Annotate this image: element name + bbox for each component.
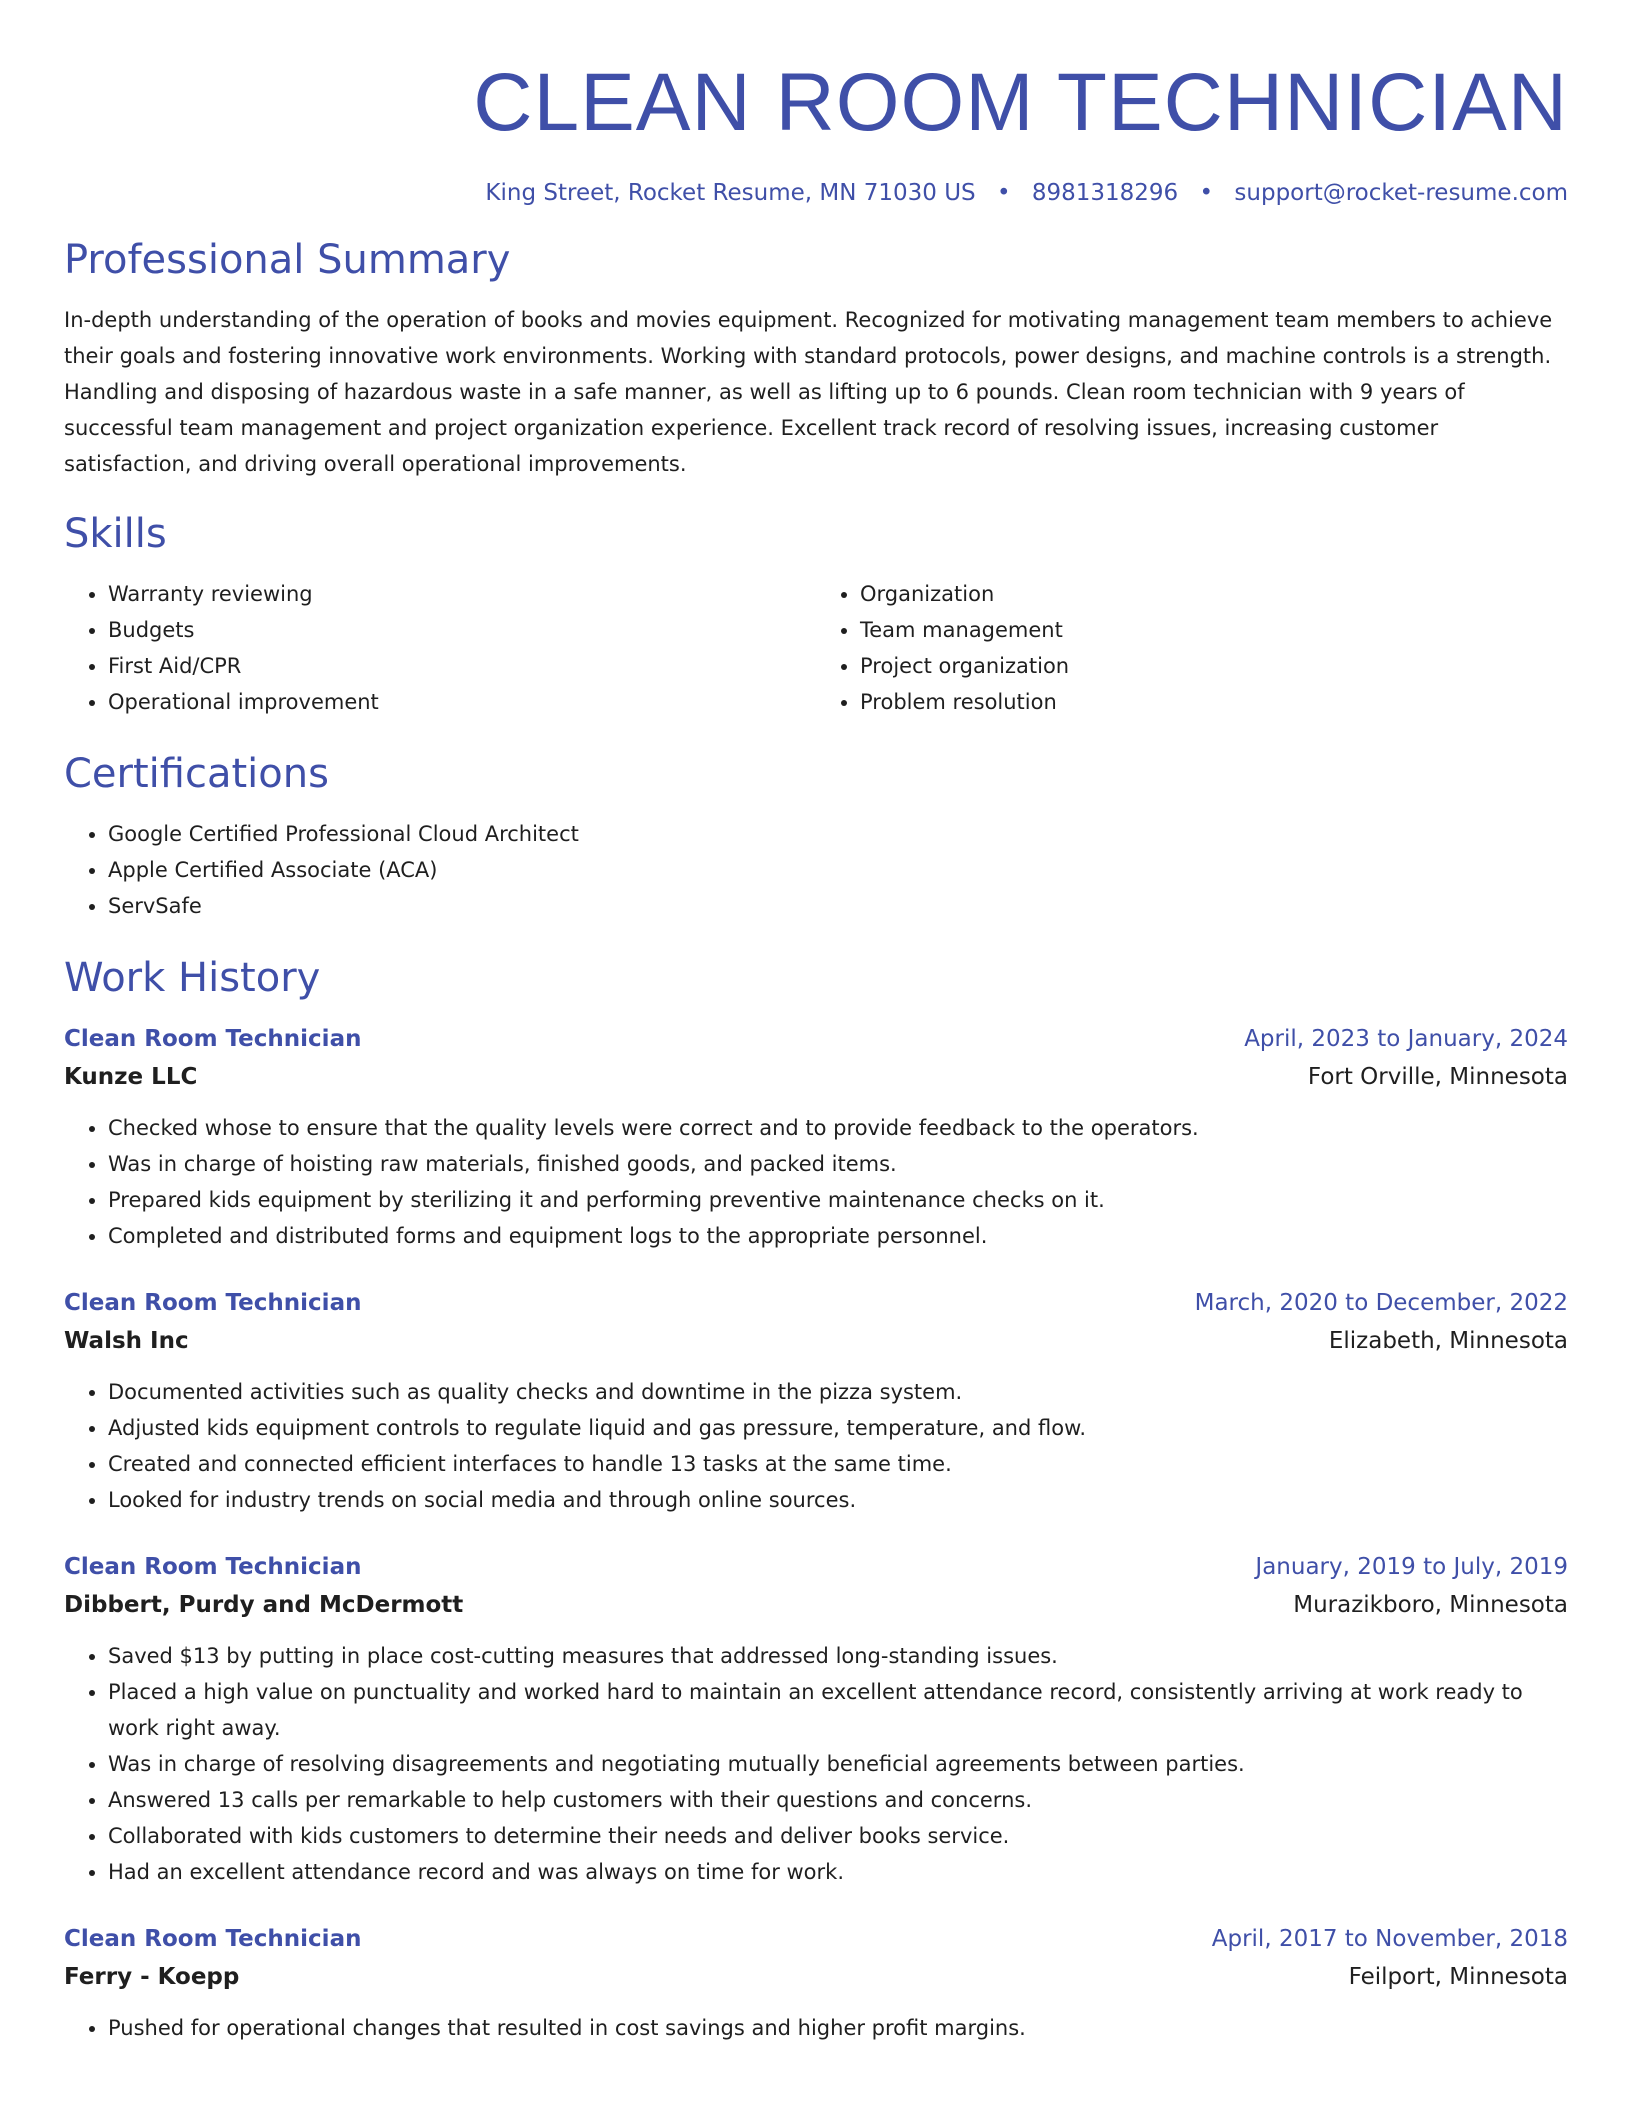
job-company-row (64, 1586, 1568, 1624)
company-name: Ferry - Koepp (64, 1964, 240, 1990)
certifications-list (64, 816, 1568, 924)
job-bullet: • Was in charge of resolving disagreements and negotiating mutually beneficial agreements between parties. (108, 1746, 1568, 1782)
job-company-row (64, 1058, 1568, 1096)
job-bullet: • Documented activities such as quality checks and downtime in the pizza system. (108, 1374, 1568, 1410)
job-company-row (64, 1322, 1568, 1360)
certification-item: • ServSafe (108, 888, 1568, 924)
job-entry (64, 1920, 1568, 2046)
skill-item: • Budgets (108, 612, 816, 648)
email-link[interactable]: support@rocket-resume.com (1234, 180, 1568, 206)
skill-item: • First Aid/CPR (108, 648, 816, 684)
job-bullet: • Answered 13 calls per remarkable to help customers with their questions and concerns. (108, 1782, 1568, 1818)
job-bullets (64, 2010, 1568, 2046)
skill-item: • Project organization (860, 648, 1568, 684)
skill-item: • Organization (860, 576, 1568, 612)
summary-text: In-depth understanding of the operation of books and movies equipment. Recognized for motivating management team members to achieve their goals and fostering innovative work environments. Working with standard protocols, power designs, and machine controls is a strength. Handling and disposing of hazardous waste in a safe manner, as well as lifting up to 6 pounds. Clean room technician with 9 years of successful team management and project organization experience. Excellent track record of resolving issues, increasing customer satisfaction, and driving overall operational improvements. (64, 308, 1553, 476)
certification-item: • Google Certified Professional Cloud Architect (108, 816, 1568, 852)
job-bullet: • Adjusted kids equipment controls to regulate liquid and gas pressure, temperature, and flow. (108, 1410, 1568, 1446)
summary-heading: Professional Summary (64, 237, 511, 283)
job-title-row (64, 1020, 1568, 1058)
job-dates: April, 2017 to November, 2018 (1211, 1926, 1568, 1952)
work-history-section (64, 954, 1568, 2046)
company-name: Kunze LLC (64, 1064, 198, 1090)
job-bullet: • Completed and distributed forms and equipment logs to the appropriate personnel. (108, 1218, 1568, 1254)
skills-columns (64, 576, 1568, 720)
summary-section (64, 236, 1568, 482)
certification-item: • Apple Certified Associate (ACA) (108, 852, 1568, 888)
job-dates: March, 2020 to December, 2022 (1194, 1290, 1568, 1316)
job-company-row (64, 1958, 1568, 1996)
job-entry (64, 1284, 1568, 1518)
job-bullet: • Looked for industry trends on social media and through online sources. (108, 1482, 1568, 1518)
skills-heading: Skills (64, 511, 167, 557)
company-name: Dibbert, Purdy and McDermott (64, 1592, 464, 1618)
job-location: Feilport, Minnesota (1348, 1964, 1568, 1990)
separator-dot: • (996, 180, 1011, 206)
job-title-row (64, 1920, 1568, 1958)
certifications-section (64, 750, 1568, 924)
job-bullets (64, 1110, 1568, 1254)
job-title: Clean Room Technician (64, 1926, 362, 1952)
job-dates: April, 2023 to January, 2024 (1244, 1026, 1568, 1052)
skill-item: • Operational improvement (108, 684, 816, 720)
job-dates: January, 2019 to July, 2019 (1255, 1554, 1568, 1580)
job-title-row (64, 1284, 1568, 1322)
job-bullet: • Collaborated with kids customers to determine their needs and deliver books service. (108, 1818, 1568, 1854)
job-title-row (64, 1548, 1568, 1586)
work-history-heading: Work History (64, 955, 321, 1001)
job-bullet: • Placed a high value on punctuality and worked hard to maintain an excellent attendance record, consistently arriving at work ready to work right away. (108, 1674, 1568, 1746)
resume-header (64, 57, 1568, 206)
phone-text: 8981318296 (1031, 180, 1179, 206)
job-entry (64, 1548, 1568, 1890)
job-bullet: • Was in charge of hoisting raw materials, finished goods, and packed items. (108, 1146, 1568, 1182)
job-entry (64, 1020, 1568, 1254)
job-bullets (64, 1638, 1568, 1890)
address-text: King Street, Rocket Resume, MN 71030 US (485, 180, 976, 206)
skill-item: • Problem resolution (860, 684, 1568, 720)
skill-item: • Team management (860, 612, 1568, 648)
job-title: Clean Room Technician (64, 1290, 362, 1316)
job-bullet: • Had an excellent attendance record and was always on time for work. (108, 1854, 1568, 1890)
candidate-title: CLEAN ROOM TECHNICIAN (473, 57, 1568, 148)
job-bullet: • Prepared kids equipment by sterilizing it and performing preventive maintenance checks on it. (108, 1182, 1568, 1218)
job-location: Fort Orville, Minnesota (1307, 1064, 1568, 1090)
contact-line (64, 180, 1568, 206)
job-title: Clean Room Technician (64, 1026, 362, 1052)
job-bullet: • Saved $13 by putting in place cost-cutting measures that addressed long-standing issues. (108, 1638, 1568, 1674)
job-title: Clean Room Technician (64, 1554, 362, 1580)
skills-list-right (816, 576, 1568, 720)
separator-dot: • (1199, 180, 1214, 206)
company-name: Walsh Inc (64, 1328, 189, 1354)
certifications-heading: Certifications (64, 751, 329, 797)
job-location: Murazikboro, Minnesota (1293, 1592, 1568, 1618)
job-bullet: • Pushed for operational changes that resulted in cost savings and higher profit margins. (108, 2010, 1568, 2046)
job-location: Elizabeth, Minnesota (1328, 1328, 1568, 1354)
job-bullet: • Checked whose to ensure that the quality levels were correct and to provide feedback to the operators. (108, 1110, 1568, 1146)
skills-section (64, 510, 1568, 720)
job-bullets (64, 1374, 1568, 1518)
skills-list-left (64, 576, 816, 720)
job-bullet: • Created and connected efficient interfaces to handle 13 tasks at the same time. (108, 1446, 1568, 1482)
skill-item: • Warranty reviewing (108, 576, 816, 612)
